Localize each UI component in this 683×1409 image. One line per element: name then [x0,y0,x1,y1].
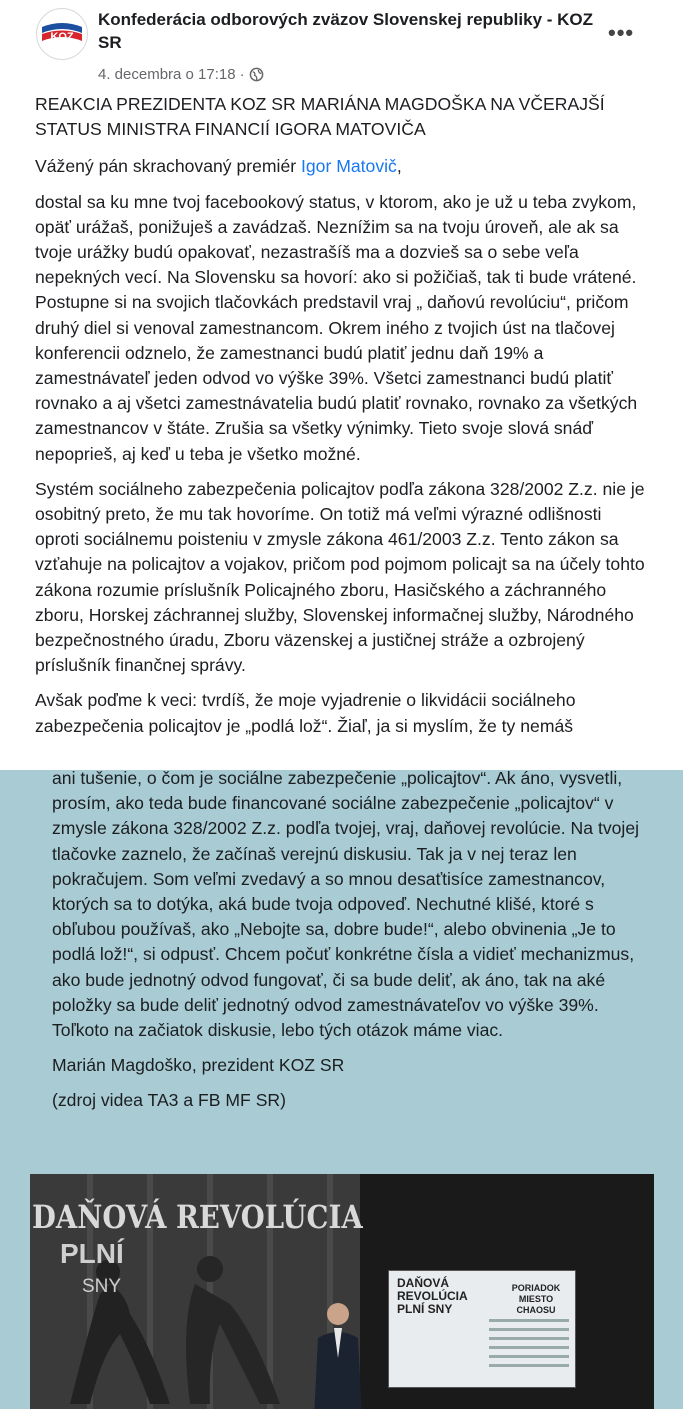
post-headline: REAKCIA PREZIDENTA KOZ SR MARIÁNA MAGDOŠKA NA VČERAJŠÍ STATUS MINISTRA FINANCIÍ IGORA MATOVIČA [35,94,605,140]
avatar[interactable] [36,8,88,60]
mention-link[interactable]: Igor Matovič [301,156,397,177]
globe-icon [249,67,264,82]
video-subtitle-1: PLNÍ [60,1238,124,1269]
greeting-text: Vážený pán skrachovaný premiér [35,156,301,177]
post-meta [98,66,264,83]
post-date[interactable]: 4. decembra o 17:18 [98,66,236,83]
post-body-continued [52,770,652,1124]
slide-heading: PORIADOK MIESTO CHAOSU [511,1283,561,1315]
slide-text-lines [489,1313,569,1373]
presentation-screen [388,1270,576,1388]
svg-text:KOZ: KOZ [50,31,74,43]
slide-title: DAŇOVÁ REVOLÚCIA PLNÍ SNY [397,1276,468,1316]
post-author[interactable]: Konfederácia odborových zväzov Slovenskej republiky - KOZ SR [98,10,594,52]
post-header [32,6,652,86]
paragraph-2: Systém sociálneho zabezpečenia policajtov podľa zákona 328/2002 Z.z. nie je osobitný preto, že mu tak hovoríme. On totiž má veľmi výrazné odlišnosti oproti sociálnemu poisteniu v zmysle zákona 461/2003 Z.z. Tento zákon sa vzťahuje na policajtov a vojakov, pričom pod pojmom policajt sa na účely tohto zákona rozumie príslušník Policajného zboru, Hasičského a záchranného zboru, Horskej záchrannej služby, Slovenskej informačnej služby, Národného bezpečnostného úradu, Zboru väzenskej a justičnej stráže a ozbrojený príslušník finančnej správy. [35,478,645,676]
post-bottom-section [0,770,683,1409]
more-icon[interactable]: ••• [608,20,635,45]
video-thumbnail[interactable] [30,1174,654,1409]
koz-logo [40,19,84,49]
post-greeting [35,154,647,179]
signature: Marián Magdoško, prezident KOZ SR [52,1055,345,1076]
video-source: (zdroj videa TA3 a FB MF SR) [52,1090,286,1111]
paragraph-1: dostal sa ku mne tvoj facebookový status, v ktorom, ako je už u teba zvykom, opäť urážaš, ponižuješ a zavádzaš. Neznížim sa na tvoju úroveň, ale ak sa tvoje urážky budú opakovať, nezastrašíš ma a dozvieš sa o sebe veľa nepekných vecí. Na Slovensku sa hovorí: ako si požičiaš, tak ti bude vrátené. Postupne si na svojich tlačovkách predstavil vraj „ daňovú revolúciu“, pričom druhý diel si venoval zamestnancom. Okrem iného z tvojich úst na tlačovej konferencii odznelo, že zamestnanci budú platiť jednu daň 19% a zamestnávateľ jeden odvod vo výške 39%. Všetci zamestnanci budú platiť rovnako a aj všetci zamestnávatelia budú platiť rovnako, rovnako za všetkých zamestnancov v štáte. Zrušia sa všetky výnimky. Tieto svoje slová snáď nepoprieš, aj keď u teba je všetko možné. [35,191,638,464]
paragraph-3: Avšak poďme k veci: tvrdíš, že moje vyjadrenie o likvidácii sociálneho zabezpečenia policajtov je „podlá lož“. Žiaľ, ja si myslím, že ty nemáš [35,690,576,736]
meta-separator: · [239,66,245,83]
presenter-figure [312,1298,364,1409]
greeting-comma: , [396,156,402,177]
video-title: DAŇOVÁ REVOLÚCIA [32,1198,363,1236]
video-subtitle-2: SNY [82,1276,122,1297]
paragraph-3-continued: ani tušenie, o čom je sociálne zabezpečenie „policajtov“. Ak áno, vysvetli, prosím, ako teda bude financované sociálne zabezpečenie „policajtov“ v zmysle zákona 328/2002 Z.z. podľa tvojej, vraj, daňovej revolúcie. Na tvojej tlačovke zaznelo, že začínaš verejnú diskusiu. Tak ja v nej teraz len pokračujem. Som veľmi zvedavý a so mnou desaťtisíce zamestnancov, ktorých sa to dotýka, aká bude tvoja odpoveď. Nechutné klišé, ktoré s obľubou používaš, ako „Nebojte sa, dobre bude!“, alebo obvinenia „Je to podlá lož!“, si odpusť. Chcem počuť konkrétne čísla a vidieť mechanizmus, ako bude jednotný odvod fungovať, či sa bude deliť, ak áno, tak na aké položky sa bude deliť jednotný odvod zamestnávateľov vo výške 39%. Toľkoto na začiatok diskusie, lebo tých otázok máme viac. [52,770,640,1041]
post-body [35,92,647,749]
